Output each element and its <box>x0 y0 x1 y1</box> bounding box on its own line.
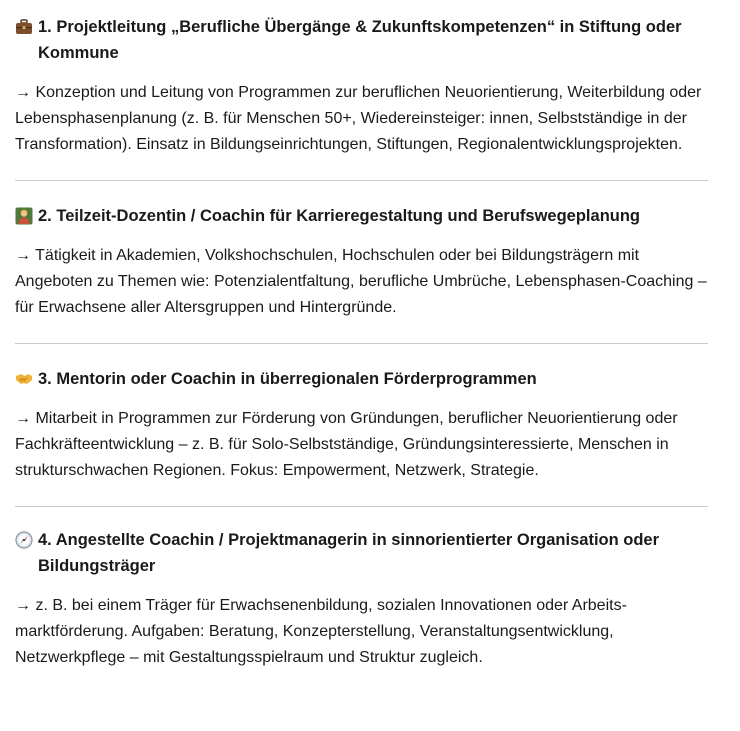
section-body: → Mitarbeit in Programmen zur Förderung von Gründungen, beruflicher Neuorientierung oder Fachkräfteentwicklung – z. B. für Solo-Selbstständige, Gründungsinteressierte, Menschen in strukturschwachen Regionen. Fokus: Empowerment, Netzwerk, Strategie. <box>15 410 678 479</box>
section-body: → Konzeption und Leitung von Programmen zur beruflichen Neuorientierung, Weiterbildung oder Lebensphasenplanung (z. B. für Menschen 50+, Wiedereinsteiger: innen, Selbstständige in der Transformation). Einsatz in Bildungseinrichtungen, Stiftungen, Regionalentwicklungsprojekten. <box>15 84 702 153</box>
section-heading <box>15 527 708 579</box>
section-title: 4. Angestellte Coachin / Projektmanagerin in sinnorientierter Organisation oder Bildungsträger <box>38 531 660 575</box>
section-heading <box>15 14 708 66</box>
section-1 <box>15 0 708 158</box>
briefcase-icon <box>15 18 33 36</box>
teacher-icon <box>15 207 33 225</box>
section-heading <box>15 366 708 392</box>
section-heading <box>15 203 708 229</box>
handshake-icon <box>15 370 33 388</box>
section-title: 3. Mentorin oder Coachin in überregionalen Förderprogrammen <box>38 370 537 388</box>
section-4 <box>15 507 708 671</box>
section-3 <box>15 344 708 484</box>
section-2 <box>15 181 708 321</box>
section-body: → z. B. bei einem Träger für Erwachsenenbildung, sozialen Innovationen oder Arbeitsmarktförderung. Aufgaben: Beratung, Konzepterstellung, Veranstaltungsentwicklung, Netzwerkpflege – mit Gestaltungsspielraum und Struktur zugleich. <box>15 597 627 666</box>
section-title: 2. Teilzeit-Dozentin / Coachin für Karrieregestaltung und Berufswegeplanung <box>38 207 641 225</box>
section-title: 1. Projektleitung „Berufliche Übergänge & Zukunftskompetenzen“ in Stiftung oder Kommune <box>38 18 682 62</box>
compass-icon <box>15 531 33 549</box>
section-body: → Tätigkeit in Akademien, Volkshochschulen, Hochschulen oder bei Bildungsträgern mit Angeboten zu Themen wie: Potenzialentfaltung, berufliche Umbrüche, Lebensphasen-Coaching – für Erwachsene aller Altersgruppen und Hintergründe. <box>15 247 707 316</box>
